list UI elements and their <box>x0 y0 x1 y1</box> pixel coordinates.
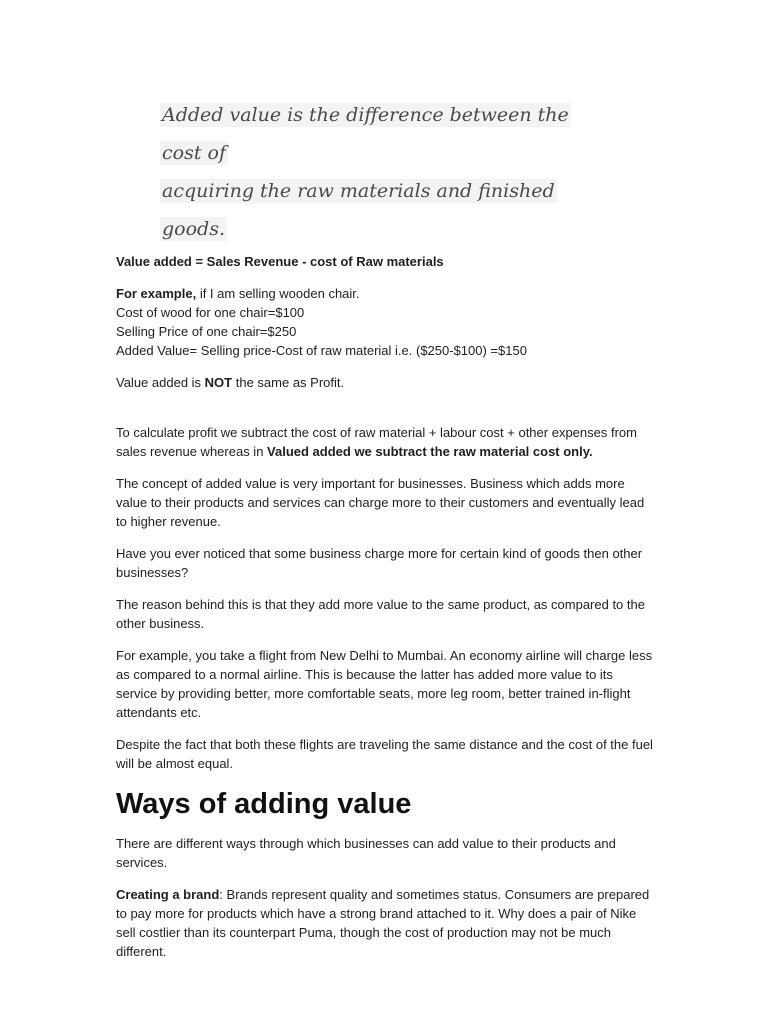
brand-bold: Creating a brand <box>116 887 220 902</box>
example-block <box>116 284 656 360</box>
not-profit-after: the same as Profit. <box>232 375 345 390</box>
example-lead-rest: if I am selling wooden chair. <box>196 286 360 301</box>
document-page <box>116 96 656 974</box>
example-added-line: Added Value= Selling price-Cost of raw material i.e. ($250-$100) =$150 <box>116 343 527 358</box>
noticed-paragraph: Have you ever noticed that some business charge more for certain kind of goods then other businesses? <box>116 546 643 580</box>
quote-line-2: acquiring the raw materials and finished goods. <box>162 180 555 240</box>
definition-quote <box>160 96 600 248</box>
despite-paragraph: Despite the fact that both these flights are traveling the same distance and the cost of the fuel will be almost equal. <box>116 737 653 771</box>
value-added-formula: Value added = Sales Revenue - cost of Raw materials <box>116 254 444 269</box>
section-intro-paragraph: There are different ways through which businesses can add value to their products and services. <box>116 836 616 870</box>
brand-rest: : Brands represent quality and sometimes status. Consumers are prepared to pay more for products which have a strong brand attached to it. Why does a pair of Nike sell costlier than its counterpart Puma, though the cost of production may not be much different. <box>116 887 650 959</box>
reason-paragraph: The reason behind this is that they add more value to the same product, as compared to the other business. <box>116 597 645 631</box>
flight-paragraph: For example, you take a flight from New Delhi to Mumbai. An economy airline will charge less as compared to a normal airline. This is because the latter has added more value to its service by providing better, more comfortable seats, more leg room, better trained in-flight attendants etc. <box>116 648 653 720</box>
not-profit-paragraph <box>116 373 656 392</box>
example-cost-line: Cost of wood for one chair=$100 <box>116 305 305 320</box>
profit-calc-bold: Valued added we subtract the raw material cost only. <box>267 444 593 459</box>
not-profit-bold: NOT <box>204 375 233 390</box>
concept-paragraph: The concept of added value is very important for businesses. Business which adds more value to their products and services can charge more to their customers and eventually lead to higher revenue. <box>116 476 645 529</box>
not-profit-before: Value added is <box>116 375 205 390</box>
spacer <box>116 405 656 423</box>
profit-calc-before: To calculate profit we subtract the cost of raw material + labour cost + other expenses from sales revenue whereas in <box>116 425 637 459</box>
example-price-line: Selling Price of one chair=$250 <box>116 324 297 339</box>
example-intro <box>116 284 656 303</box>
example-lead: For example, <box>116 286 197 301</box>
brand-paragraph <box>116 885 656 961</box>
quote-line-1: Added value is the difference between the cost of <box>162 104 569 164</box>
profit-calc-paragraph <box>116 423 656 461</box>
section-heading: Ways of adding value <box>116 788 412 820</box>
